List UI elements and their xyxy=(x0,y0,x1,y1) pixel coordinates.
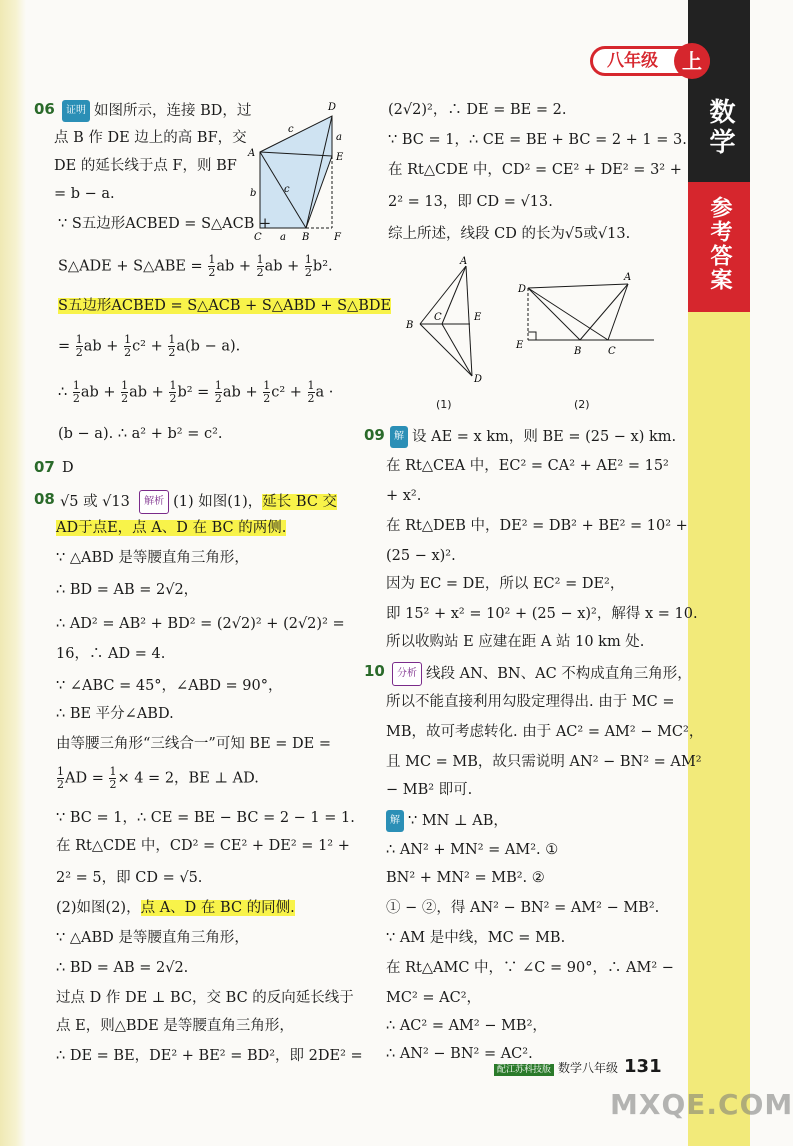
q08-highlight: AD于点E，点 A、D 在 BC 的两侧. xyxy=(56,520,287,536)
frac-num: 1 xyxy=(121,379,129,392)
frac-den: 2 xyxy=(109,778,117,791)
q10-line-2: 所以不能直接利用勾股定理得出. 由于 MC = xyxy=(386,694,675,710)
q06-label: a xyxy=(280,232,286,243)
q09-line-7: 即 15² + x² = 10² + (25 − x)²，解得 x = 10. xyxy=(386,606,698,622)
q10-line-1 xyxy=(392,662,692,686)
q09-line-5: (25 − x)². xyxy=(386,548,456,564)
footer-title: 数学八年级 xyxy=(558,1061,619,1075)
fraction-half xyxy=(308,380,315,405)
q08-line-4: ∴ BD = AB = 2√2， xyxy=(56,582,199,598)
q08-highlight: 延长 BC 交 xyxy=(262,494,338,510)
q06-line-4: = b − a. xyxy=(54,186,115,202)
q06-label: F xyxy=(334,232,341,243)
fraction-half xyxy=(73,380,80,405)
frac-num: 1 xyxy=(263,379,271,392)
q06-label: B xyxy=(302,232,310,243)
grade-pill xyxy=(590,46,710,76)
q08-line-6: 16，∴ AD = 4. xyxy=(56,646,166,662)
q08-right-2: ∵ BC = 1，∴ CE = BE + BC = 2 + 1 = 3. xyxy=(388,132,687,148)
q08-f1-ad xyxy=(466,266,472,376)
q08-f2-label: D xyxy=(518,284,527,295)
q06-proof-badge: 证明 xyxy=(62,100,90,122)
page-number: 131 xyxy=(624,1056,662,1077)
q08-line-15: ∵ △ABD 是等腰直角三角形， xyxy=(56,930,249,946)
q06-line-10: (b − a). ∴ a² + b² = c². xyxy=(58,426,223,442)
frac-num: 1 xyxy=(307,379,315,392)
grade-label: 八年级 xyxy=(607,51,658,71)
q08-line-11: ∵ BC = 1，∴ CE = BE − BC = 2 − 1 = 1. xyxy=(56,810,355,826)
q07-answer: D xyxy=(62,460,74,476)
q06-label: E xyxy=(336,152,344,163)
q08-right-3: 在 Rt△CDE 中，CD² = CE² + DE² = 3² + xyxy=(388,162,682,178)
q08-number: 08 xyxy=(34,490,55,508)
fraction-half xyxy=(57,766,64,791)
q08-figure-2 xyxy=(512,270,662,366)
q06-line-8 xyxy=(58,334,240,359)
q06-label: c xyxy=(284,184,290,195)
q08-f1-ca xyxy=(442,266,466,324)
q06-text: a(b − a). xyxy=(176,338,241,355)
frac-num: 1 xyxy=(57,765,64,778)
q06-text: ab + xyxy=(216,258,256,275)
q10-number: 10 xyxy=(364,662,385,680)
q06-text: a · xyxy=(315,384,334,401)
q08-f1-label: A xyxy=(460,256,468,267)
q06-text: ab + xyxy=(80,384,121,401)
frac-den: 2 xyxy=(169,392,177,405)
frac-den: 2 xyxy=(208,266,216,279)
frac-num: 1 xyxy=(256,253,264,266)
q06-text: ab + xyxy=(222,384,263,401)
q09-line-6: 因为 EC = DE，所以 EC² = DE²， xyxy=(386,576,625,592)
q08-text: AD = xyxy=(65,770,109,787)
q10-text: ∵ MN ⊥ AB， xyxy=(408,813,508,829)
q08-answer: √5 或 √13 xyxy=(60,494,130,510)
q08-f2-label: A xyxy=(624,272,632,283)
frac-den: 2 xyxy=(57,778,64,791)
q06-line-9 xyxy=(58,380,333,405)
q06-text-1: 如图所示，连接 BD，过 xyxy=(94,103,252,119)
frac-den: 2 xyxy=(263,392,271,405)
q08-line-2 xyxy=(56,518,286,538)
q09-text: 设 AE = x km，则 BE = (25 − x) km. xyxy=(412,429,677,445)
frac-den: 2 xyxy=(168,346,176,359)
q10-text: 线段 AN、BN、AC 不构成直角三角形， xyxy=(426,666,692,682)
q08-f1-label: C xyxy=(434,312,442,323)
frac-den: 2 xyxy=(214,392,222,405)
fraction-half xyxy=(215,380,222,405)
q10-solution-badge: 解 xyxy=(386,810,404,832)
q08-line-3: ∵ △ABD 是等腰直角三角形， xyxy=(56,550,249,566)
q06-highlight: S五边形ACBED = S△ACB + S△ABD + S△BDE xyxy=(58,298,392,314)
fraction-half xyxy=(168,334,175,359)
q08-analysis-badge: 解析 xyxy=(139,490,169,514)
q06-line-7 xyxy=(58,296,391,316)
q10-line-14: ∴ AN² − BN² = AC². xyxy=(386,1046,533,1062)
q10-line-4: 且 MC = MB，故只需说明 AN² − BN² = AM² xyxy=(386,754,702,770)
q08-line-5: ∴ AD² = AB² + BD² = (2√2)² + (2√2)² = xyxy=(56,616,345,632)
q08-highlight: 点 A、D 在 BC 的同侧. xyxy=(140,900,295,916)
q07-number: 07 xyxy=(34,458,55,476)
section-label: 参考答案 xyxy=(707,196,732,292)
frac-den: 2 xyxy=(256,266,264,279)
left-margin-strip xyxy=(0,0,26,1146)
fraction-half xyxy=(305,254,312,279)
q08-f2-label: C xyxy=(608,346,616,357)
frac-den: 2 xyxy=(121,392,129,405)
q06-line-5: ∵ S五边形ACBED = S△ACB + xyxy=(58,216,272,232)
q08-right-5: 综上所述，线段 CD 的长为√5或√13. xyxy=(388,226,631,242)
q06-line-2: 点 B 作 DE 边上的高 BF，交 xyxy=(54,130,247,146)
q08-line-18: 点 E，则△BDE 是等腰直角三角形， xyxy=(56,1018,294,1034)
q10-line-10: ∵ AM 是中线，MC = MB. xyxy=(386,930,566,946)
q08-fig2-caption: (2) xyxy=(574,398,590,411)
frac-den: 2 xyxy=(75,346,83,359)
q08-line-14 xyxy=(56,898,295,918)
frac-num: 1 xyxy=(168,333,176,346)
frac-den: 2 xyxy=(72,392,80,405)
q08-f1-label: B xyxy=(406,320,414,331)
q08-line-1 xyxy=(60,490,337,514)
q08-fig1-caption: (1) xyxy=(436,398,452,411)
q06-text: ab + xyxy=(83,338,124,355)
watermark: MXQE.COM xyxy=(610,1088,793,1121)
frac-num: 1 xyxy=(304,253,312,266)
q10-line-9: ① − ②，得 AN² − BN² = AM² − MB². xyxy=(386,900,660,916)
q06-text: c² + xyxy=(132,338,168,355)
fraction-half xyxy=(263,380,270,405)
frac-num: 1 xyxy=(214,379,222,392)
q08-f2-label: B xyxy=(574,346,582,357)
q08-f1-ba xyxy=(420,266,466,324)
frac-num: 1 xyxy=(109,765,117,778)
q08-text: (2)如图(2)， xyxy=(56,900,141,916)
q10-line-8: BN² + MN² = MB². ② xyxy=(386,870,545,886)
fraction-half xyxy=(76,334,83,359)
q08-f1-label: E xyxy=(474,312,482,323)
q06-line-1 xyxy=(62,100,251,122)
q08-f2-label: E xyxy=(516,340,524,351)
q09-line-1 xyxy=(390,426,676,448)
q06-number: 06 xyxy=(34,100,55,118)
fraction-half xyxy=(208,254,215,279)
subject-label: 数学 xyxy=(705,98,735,158)
q06-text: ab + xyxy=(264,258,304,275)
q06-line-6 xyxy=(58,254,333,279)
q08-right-4: 2² = 13，即 CD = √13. xyxy=(388,194,553,210)
q08-line-8: ∴ BE 平分∠ABD. xyxy=(56,706,174,722)
q10-line-3: MB，故可考虑转化. 由于 AC² = AM² − MC²， xyxy=(386,724,704,740)
q06-label: b xyxy=(250,188,257,199)
fraction-half xyxy=(257,254,264,279)
q06-text: c² + xyxy=(271,384,307,401)
frac-num: 1 xyxy=(124,333,132,346)
q09-line-2: 在 Rt△CEA 中，EC² = CA² + AE² = 15² xyxy=(386,458,669,474)
q08-line-19: ∴ DE = BE，DE² + BE² = BD²，即 2DE² = xyxy=(56,1048,363,1064)
q08-right-1: (2√2)²，∴ DE = BE = 2. xyxy=(388,102,567,118)
q09-number: 09 xyxy=(364,426,385,444)
q08-line-9: 由等腰三角形“三线合一”可知 BE = DE = xyxy=(56,736,332,752)
q10-line-11: 在 Rt△AMC 中，∵ ∠C = 90°，∴ AM² − xyxy=(386,960,674,976)
q10-analysis-badge: 分析 xyxy=(392,662,422,686)
q06-label: D xyxy=(328,102,337,113)
q06-text: b². xyxy=(312,258,333,275)
edition-tag: 配江苏科技版 xyxy=(494,1064,554,1076)
q08-f2-right-angle xyxy=(528,332,536,340)
fraction-half xyxy=(169,380,176,405)
frac-num: 1 xyxy=(75,333,83,346)
q10-line-5: − MB² 即可. xyxy=(386,782,473,798)
q06-text: ∴ xyxy=(58,384,72,401)
q08-f2-ab xyxy=(580,284,628,340)
q09-line-3: + x². xyxy=(386,488,422,504)
frac-num: 1 xyxy=(169,379,177,392)
q10-line-6 xyxy=(386,810,508,832)
q08-line-17: 过点 D 作 DE ⊥ BC，交 BC 的反向延长线于 xyxy=(56,990,354,1006)
q08-figure-1 xyxy=(400,256,500,386)
q08-f2-da xyxy=(528,284,628,288)
q09-line-8: 所以收购站 E 应建在距 A 站 10 km 处. xyxy=(386,634,645,650)
q08-line-16: ∴ BD = AB = 2√2. xyxy=(56,960,189,976)
q08-line-12: 在 Rt△CDE 中，CD² = CE² + DE² = 1² + xyxy=(56,838,350,854)
q06-label: C xyxy=(254,232,262,243)
q08-f1-label: D xyxy=(474,374,483,385)
q06-text: S△ADE + S△ABE = xyxy=(58,258,208,275)
frac-num: 1 xyxy=(208,253,216,266)
q10-line-13: ∴ AC² = AM² − MB²， xyxy=(386,1018,547,1034)
frac-num: 1 xyxy=(72,379,80,392)
q10-line-7: ∴ AN² + MN² = AM². ① xyxy=(386,842,559,858)
q09-solution-badge: 解 xyxy=(390,426,408,448)
q08-text: (1) 如图(1)， xyxy=(173,494,263,510)
q08-line-13: 2² = 5，即 CD = √5. xyxy=(56,870,203,886)
q06-text: ab + xyxy=(129,384,169,401)
q06-text: b² = xyxy=(177,384,214,401)
q06-label: A xyxy=(248,148,256,159)
fraction-half xyxy=(124,334,131,359)
frac-den: 2 xyxy=(304,266,312,279)
q06-line-3: DE 的延长线于点 F，则 BF xyxy=(54,158,237,174)
q06-label: c xyxy=(288,124,294,135)
q06-text: = xyxy=(58,338,75,355)
fraction-half xyxy=(109,766,116,791)
frac-den: 2 xyxy=(124,346,132,359)
q09-line-4: 在 Rt△DEB 中，DE² = DB² + BE² = 10² + xyxy=(386,518,688,534)
fraction-half xyxy=(121,380,128,405)
frac-den: 2 xyxy=(307,392,315,405)
q08-f2-dc xyxy=(528,288,608,340)
page-footer xyxy=(494,1056,662,1077)
q08-f2-ac xyxy=(608,284,628,340)
term-label: 上 xyxy=(674,43,710,79)
q10-line-12: MC² = AC²， xyxy=(386,990,482,1006)
q06-label: a xyxy=(336,132,342,143)
q08-line-7: ∵ ∠ABC = 45°，∠ABD = 90°， xyxy=(56,678,283,694)
q08-line-10 xyxy=(56,766,259,791)
q08-text: × 4 = 2，BE ⊥ AD. xyxy=(117,770,259,787)
